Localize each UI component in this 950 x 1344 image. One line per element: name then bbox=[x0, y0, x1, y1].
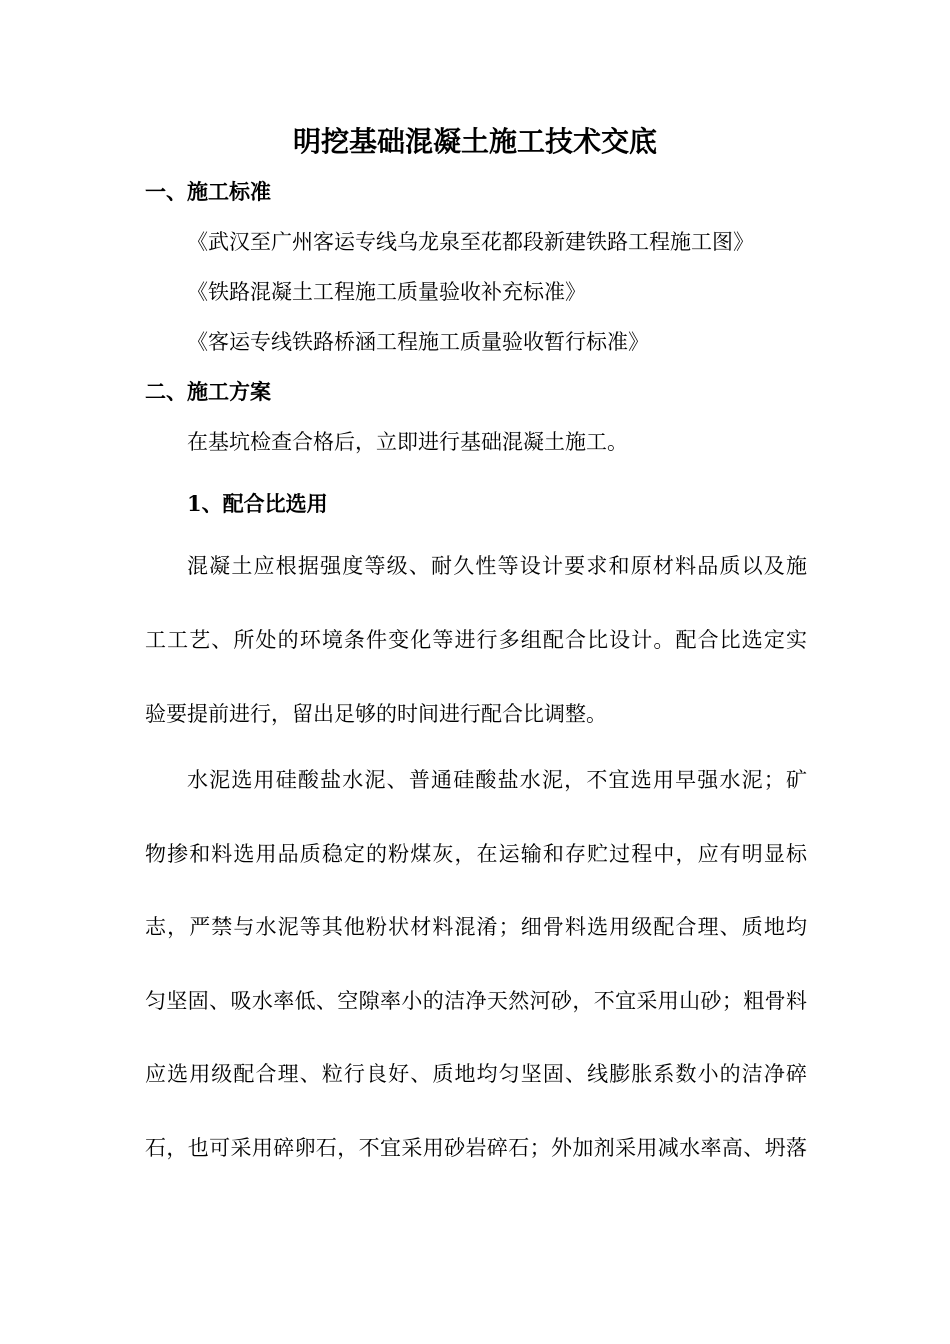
paragraph-line: 志，严禁与水泥等其他粉状材料混淆；细骨料选用级配合理、质地均 bbox=[145, 915, 807, 939]
paragraph-line: 水泥选用硅酸盐水泥、普通硅酸盐水泥，不宜选用早强水泥；矿 bbox=[187, 768, 807, 792]
paragraph-line: 验要提前进行，留出足够的时间进行配合比调整。 bbox=[145, 702, 607, 726]
paragraph-intro: 在基坑检查合格后，立即进行基础混凝土施工。 bbox=[187, 430, 628, 454]
paragraph-line: 应选用级配合理、粒行良好、质地均匀坚固、线膨胀系数小的洁净碎 bbox=[145, 1062, 807, 1086]
reference-item: 《武汉至广州客运专线乌龙泉至花都段新建铁路工程施工图》 bbox=[187, 230, 754, 254]
paragraph-line: 匀坚固、吸水率低、空隙率小的洁净天然河砂，不宜采用山砂；粗骨料 bbox=[145, 989, 807, 1013]
paragraph-line: 石，也可采用碎卵石，不宜采用砂岩碎石；外加剂采用减水率高、坍落 bbox=[145, 1136, 807, 1160]
section-heading-standards: 一、施工标准 bbox=[145, 179, 271, 204]
paragraph-line: 工工艺、所处的环境条件变化等进行多组配合比设计。配合比选定实 bbox=[145, 628, 807, 652]
reference-item: 《客运专线铁路桥涵工程施工质量验收暂行标准》 bbox=[187, 330, 649, 354]
section-heading-plan: 二、施工方案 bbox=[145, 379, 271, 404]
paragraph-line: 物掺和料选用品质稳定的粉煤灰，在运输和存贮过程中，应有明显标 bbox=[145, 842, 807, 866]
subsection-heading-mix: 1、配合比选用 bbox=[187, 491, 328, 516]
document-title: 明挖基础混凝土施工技术交底 bbox=[292, 125, 657, 158]
reference-item: 《铁路混凝土工程施工质量验收补充标准》 bbox=[187, 280, 586, 304]
paragraph-line: 混凝土应根据强度等级、耐久性等设计要求和原材料品质以及施 bbox=[187, 554, 807, 578]
